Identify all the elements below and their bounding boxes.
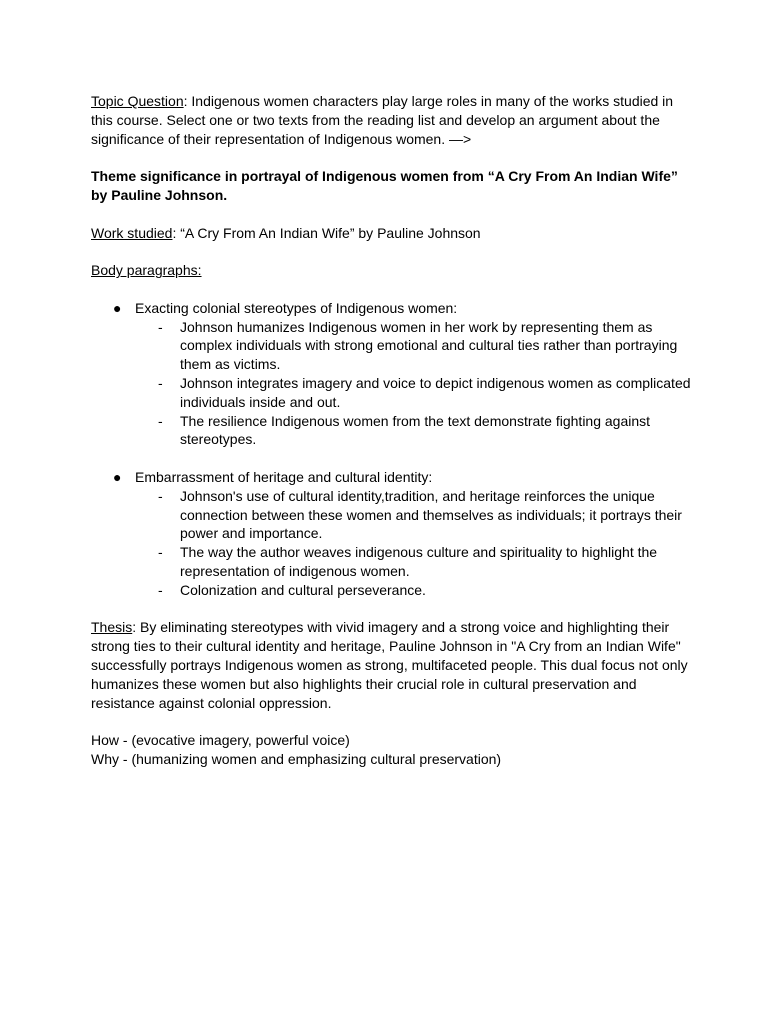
why-line: Why - (humanizing women and emphasizing cultural preservation): [91, 750, 502, 767]
subpoint-text: The way the author weaves indigenous culture and spirituality to highlight the representation of indigenous women.: [180, 544, 658, 579]
dash-icon: -: [158, 318, 163, 335]
subpoint-list: [135, 487, 691, 600]
spacer: [91, 205, 691, 224]
spacer: [91, 280, 691, 299]
thesis-label: Thesis: [91, 619, 133, 636]
thesis: [91, 618, 691, 712]
topic-question: [91, 92, 691, 148]
topic-question-text: : Indigenous women characters play large roles in many of the works studied in this course. Select one or two texts from the reading list and develop an argument about the significance of their representation of Indigenous women. —>: [91, 93, 674, 147]
dash-icon: -: [158, 412, 163, 429]
dash-icon: -: [158, 581, 163, 598]
subpoint-text: Johnson humanizes Indigenous women in her work by representing them as complex individuals with strong emotional and cultural ties rather than portraying them as victims.: [180, 318, 678, 373]
document-page: [91, 92, 691, 769]
work-studied-text: : “A Cry From An Indian Wife” by Pauline Johnson: [172, 224, 481, 241]
subpoint-item: [135, 318, 691, 374]
spacer: [91, 600, 691, 619]
subpoint-item: [135, 412, 691, 450]
thesis-text: : By eliminating stereotypes with vivid imagery and a strong voice and highlighting their strong ties to their cultural identity and heritage, Pauline Johnson in "A Cry from an Indian Wife" successfully portrays Indigenous women as strong, multifaceted people. This dual focus not only humanizes these women but also highlights their crucial role in cultural preservation and resistance against colonial oppression.: [91, 619, 688, 711]
topic-question-label: Topic Question: [91, 93, 184, 109]
bullet-list: [91, 468, 691, 600]
dash-icon: -: [158, 487, 163, 504]
subpoint-item: [135, 581, 691, 600]
spacer: [91, 148, 691, 167]
subpoint-item: [135, 374, 691, 412]
work-studied: [91, 224, 691, 243]
subpoint-text: Johnson's use of cultural identity,tradition, and heritage reinforces the unique connection between these women and themselves as individuals; it portrays their power and importance.: [180, 487, 682, 542]
subpoint-item: [135, 543, 691, 581]
work-studied-label: Work studied: [91, 224, 173, 241]
dash-icon: -: [158, 374, 163, 391]
bullet-item-2: [91, 468, 691, 600]
how-line: How - (evocative imagery, powerful voice): [91, 732, 350, 749]
spacer: [91, 242, 691, 261]
bullet-list: [91, 299, 691, 449]
subpoint-text: The resilience Indigenous women from the text demonstrate fighting against stereotypes.: [180, 412, 651, 448]
dash-icon: -: [158, 544, 163, 561]
subpoint-text: Colonization and cultural perseverance.: [180, 581, 426, 598]
bullet-item-text: Embarrassment of heritage and cultural identity:: [135, 468, 433, 485]
essay-heading: Theme significance in portrayal of Indigenous women from “A Cry From An Indian Wife” by Pauline Johnson.: [91, 168, 678, 203]
subpoint-text: Johnson integrates imagery and voice to depict indigenous women as complicated individuals inside and out.: [180, 374, 691, 410]
body-paragraphs-label: Body paragraphs:: [91, 262, 202, 279]
bullet-item-text: Exacting colonial stereotypes of Indigenous women:: [135, 299, 458, 316]
subpoint-list: [135, 318, 691, 450]
spacer: [91, 449, 691, 468]
subpoint-item: [135, 487, 691, 543]
bullet-icon: ●: [113, 299, 122, 316]
bullet-icon: ●: [113, 468, 122, 485]
bullet-item-1: [91, 299, 691, 449]
spacer: [91, 712, 691, 731]
